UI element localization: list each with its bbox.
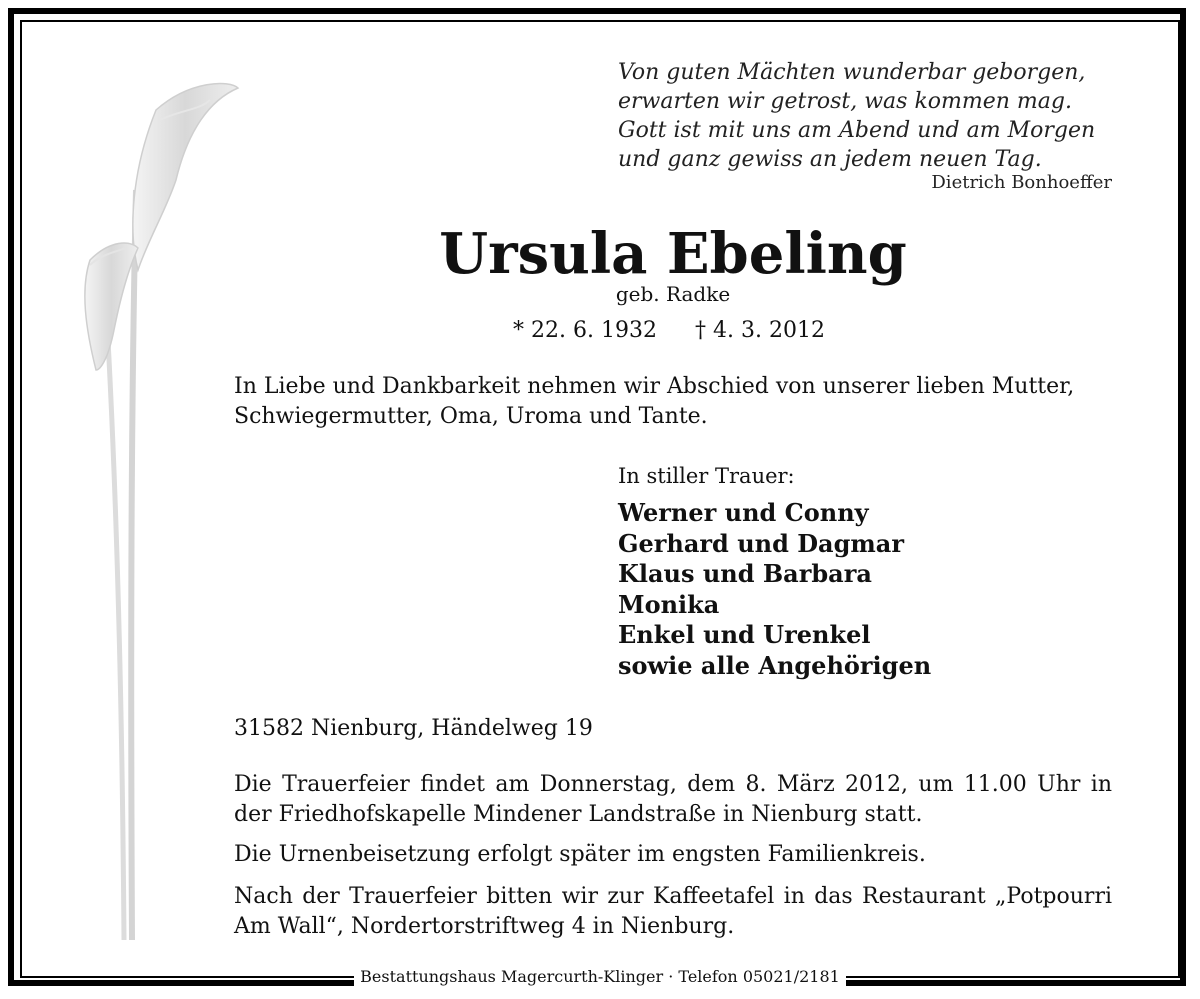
urn-burial-text: Die Urnenbeisetzung erfolgt später im engsten Familienkreis. [234, 842, 926, 867]
quote-line: erwarten wir getrost, was kommen mag. [618, 89, 1072, 114]
death-date: † 4. 3. 2012 [695, 318, 825, 343]
footer-text: Bestattungshaus Magercurth-Klinger · Telefon 05021/2181 [354, 967, 846, 986]
mourner-name: sowie alle Angehörigen [618, 650, 932, 680]
mourner-name: Enkel und Urenkel [618, 620, 871, 649]
coffee-reception-text: Nach der Trauerfeier bitten wir zur Kaffeetafel in das Restaurant „Potpourri Am Wall“, Nordertorstriftweg 4 in Nienburg. [234, 884, 1112, 939]
birth-date: * 22. 6. 1932 [513, 318, 657, 343]
birth-name: geb. Radke [615, 282, 731, 306]
mourners-list [618, 498, 931, 681]
mourner-name: Werner und Conny [618, 498, 869, 527]
mourner-name: Gerhard und Dagmar [618, 528, 904, 558]
quote-line: Gott ist mit uns am Abend und am Morgen [618, 118, 1096, 143]
family-address: 31582 Nienburg, Händelweg 19 [234, 716, 593, 741]
deceased-name: Ursula Ebeling [439, 221, 907, 287]
calla-lily-image [60, 70, 260, 950]
farewell-text: In Liebe und Dankbarkeit nehmen wir Abschied von unserer lieben Mutter, Schwiegermutter, Oma, Uroma und Tante. [234, 374, 1075, 429]
funeral-service-text: Die Trauerfeier findet am Donnerstag, dem 8. März 2012, um 11.00 Uhr in der Friedhofskapelle Mindener Landstraße in Nienburg statt. [234, 772, 1112, 827]
mourner-name: Monika [618, 589, 720, 619]
mourners-label: In stiller Trauer: [618, 464, 795, 488]
quote-author: Dietrich Bonhoeffer [931, 172, 1112, 193]
bonhoeffer-quote [618, 58, 1118, 174]
funeral-home-footer [0, 967, 1200, 986]
quote-line: und ganz gewiss an jedem neuen Tag. [618, 147, 1042, 172]
life-dates [513, 318, 825, 343]
quote-line: Von guten Mächten wunderbar geborgen, [618, 60, 1086, 85]
mourner-name: Klaus und Barbara [618, 559, 872, 588]
